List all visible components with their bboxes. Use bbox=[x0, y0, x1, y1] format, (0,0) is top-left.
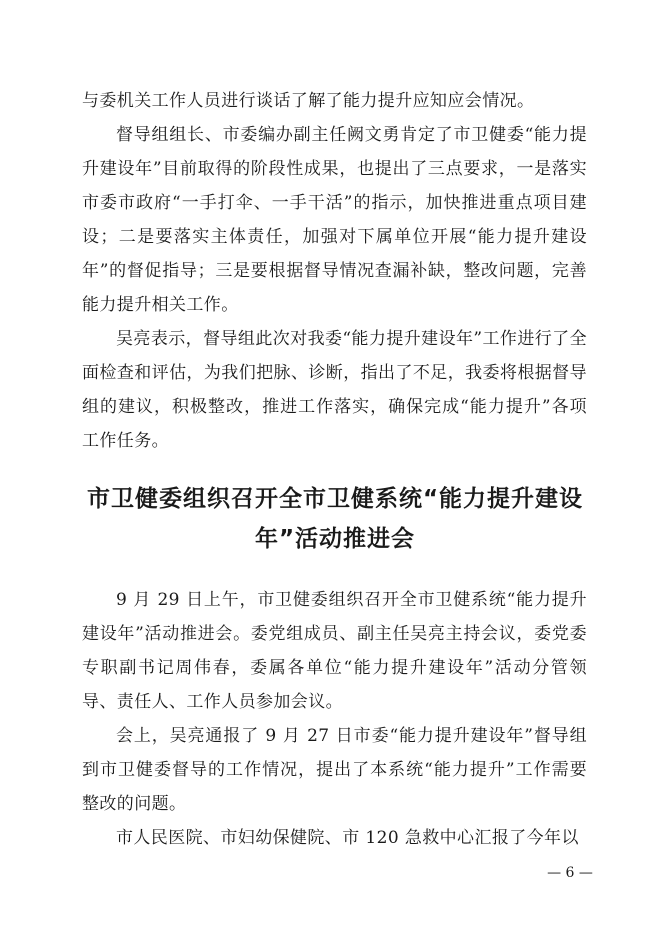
paragraph-supervisor-remarks: 督导组组长、市委编办副主任阙文勇肯定了市卫健委“能力提升建设年”目前取得的阶段性成果，也提出了三点要求，一是落实市委市政府“一手打伞、一手干活”的指示，加快推进重点项目建设；二是要落实主体责任，加强对下属单位开展“能力提升建设年”的督促指导；三是要根据督导情况查漏补缺，整改问题，完善能力提升相关工作。 bbox=[82, 125, 587, 315]
paragraph-wu-liang-response: 吴亮表示，督导组此次对我委“能力提升建设年”工作进行了全面检查和评估，为我们把脉、诊断，指出了不足，我委将根据督导组的建议，积极整改，推进工作落实，确保完成“能力提升”各项工作任务。 bbox=[82, 329, 587, 451]
paragraph-meeting-report: 会上，吴亮通报了 9 月 27 日市委“能力提升建设年”督导组到市卫健委督导的工作情况，提出了本系统“能力提升”工作需要整改的问题。 bbox=[82, 726, 587, 814]
paragraph-meeting-overview: 9 月 29 日上午，市卫健委组织召开全市卫健系统“能力提升建设年”活动推进会。委党组成员、副主任吴亮主持会议，委党委专职副书记周伟春，委属各单位“能力提升建设年”活动分管领导、责任人、工作人员参加会议。 bbox=[82, 590, 587, 712]
paragraph-continuation: 与委机关工作人员进行谈话了解了能力提升应知应会情况。 bbox=[82, 91, 535, 111]
paragraph-hospitals-report: 市人民医院、市妇幼保健院、市 120 急救中心汇报了今年以 bbox=[116, 828, 579, 848]
page-number: — 6 — bbox=[547, 865, 593, 881]
section-heading: 市卫健委组织召开全市卫健系统“能力提升建设年”活动推进会 bbox=[86, 486, 584, 552]
